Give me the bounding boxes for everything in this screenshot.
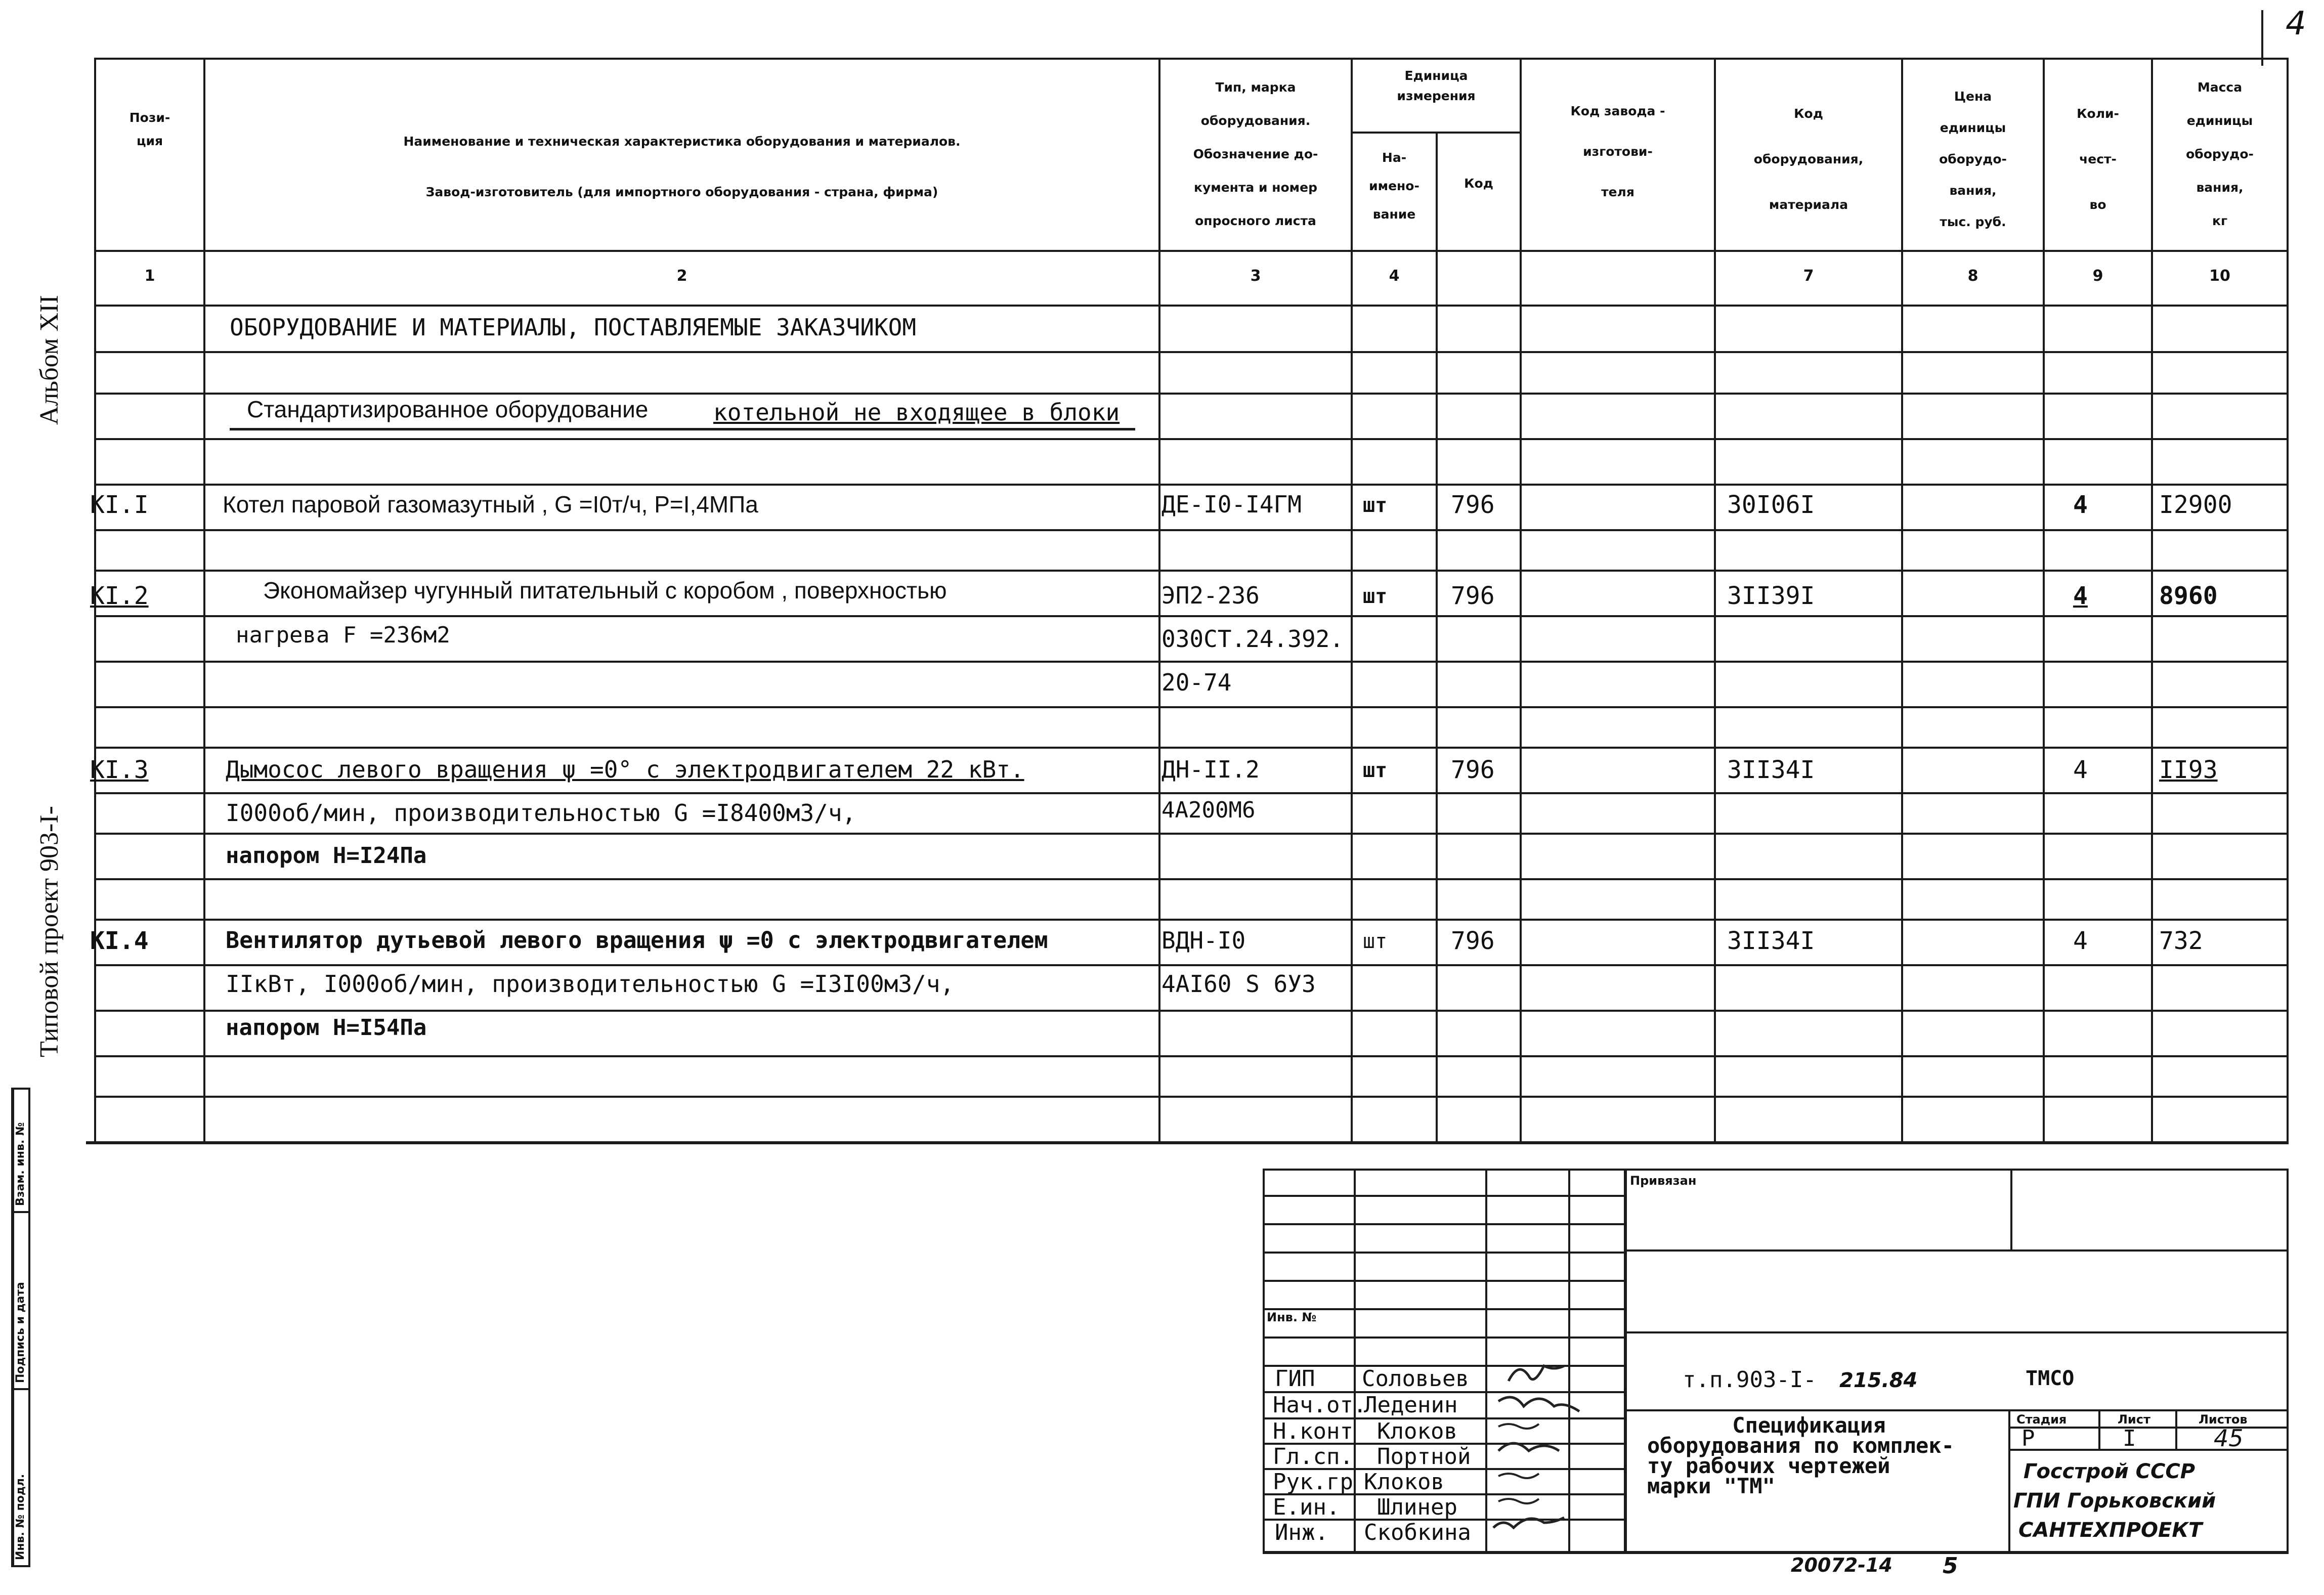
item-name: Котел паровой газомазутный , G =I0т/ч, P=I,4МПа	[223, 491, 758, 518]
project-label: Типовой проект 903-I-	[35, 806, 64, 1057]
stamp-divider	[12, 1211, 28, 1213]
section-title: ОБОРУДОВАНИЕ И МАТЕРИАЛЫ, ПОСТАВЛЯЕМЫЕ ЗАКАЗЧИКОМ	[230, 314, 917, 341]
hdr-qty: Коли- чест- во	[2077, 106, 2119, 212]
item-qty: 4	[2073, 927, 2088, 955]
tb-grid	[1263, 1337, 1626, 1339]
tb-grid	[2098, 1409, 2100, 1450]
item-type: 4А200М6	[1161, 797, 1256, 823]
colnum: 7	[1803, 267, 1814, 285]
tb-border	[2287, 1169, 2289, 1553]
row-line	[94, 393, 2289, 395]
role: Инж.	[1275, 1520, 1328, 1545]
table-bottom-border	[86, 1141, 2289, 1144]
row-line	[94, 964, 2289, 966]
header-bottom-border	[94, 250, 2289, 252]
role-name: Клоков	[1377, 1418, 1457, 1444]
item-position: KI.4	[90, 927, 149, 955]
hdr-type: Тип, марка оборудования. Обозначение до- кумента и номер опросного листа	[1193, 80, 1318, 228]
tb-grid	[1263, 1280, 1626, 1282]
item-type: 030СТ.24.392.	[1161, 625, 1344, 653]
privyazan-label: Привязан	[1630, 1174, 1697, 1188]
item-name: Дымосос левого вращения ψ =0° с электродвигателем 22 кВт.	[226, 756, 1024, 783]
sheet-label: Лист	[2118, 1412, 2150, 1427]
row-line	[94, 615, 2289, 617]
role: Н.конт	[1273, 1418, 1353, 1444]
row-line	[94, 792, 2289, 794]
signatures	[1488, 1361, 1625, 1553]
subsection-part2: котельной не входящее в блоки	[713, 399, 1120, 426]
row-line	[94, 661, 2289, 663]
item-name: напором H=I54Па	[226, 1015, 427, 1041]
unit-group-divider	[1351, 132, 1521, 134]
designation-hand: 215.84	[1839, 1369, 1918, 1392]
row-line	[94, 706, 2289, 708]
hdr-mass: Масса единицы оборудо- вания, кг	[2186, 80, 2254, 228]
side-stamp	[11, 1088, 30, 1567]
role: Нач.от.	[1273, 1392, 1367, 1418]
row-line	[94, 878, 2289, 880]
item-position: KI.3	[90, 756, 149, 784]
title-block	[1263, 1169, 2289, 1553]
item-unit-code: 796	[1451, 491, 1495, 519]
tb-grid	[1626, 1409, 2289, 1411]
item-name: I000об/мин, производительностью G =I8400м3/ч,	[226, 799, 856, 827]
row-line	[94, 833, 2289, 835]
item-code: 3II39I	[1727, 582, 1815, 610]
item-mass: II93	[2159, 756, 2218, 784]
item-code: 3II34I	[1727, 927, 1815, 955]
stamp-inv-orig: Инв. № подл.	[14, 1474, 27, 1560]
role-name: Портной	[1377, 1444, 1471, 1470]
row-line	[94, 570, 2289, 572]
colnum: 9	[2092, 267, 2103, 285]
colnum: 1	[144, 267, 155, 285]
stage-value: Р	[2021, 1426, 2035, 1451]
tb-border	[1263, 1169, 2289, 1171]
sheets-label: Листов	[2199, 1412, 2248, 1427]
tb-grid	[1626, 1249, 2289, 1252]
row-line	[94, 351, 2289, 353]
hdr-unit-group: Единица измерения	[1397, 68, 1476, 103]
tb-grid	[2008, 1409, 2010, 1553]
colnum: 8	[1967, 267, 1978, 285]
hdr-price: Цена единицы оборудо- вания, тыс. руб.	[1939, 89, 2007, 229]
item-name: IIкВт, I000об/мин, производительностью G =I3I00м3/ч,	[226, 970, 955, 998]
stamp-sign-date: Подпись и дата	[14, 1282, 27, 1383]
item-type: 20-74	[1161, 669, 1232, 696]
role: Е.ин.	[1273, 1494, 1340, 1520]
album-label: Альбом XII	[35, 295, 64, 425]
page-number: 4	[2286, 5, 2306, 42]
doc-title: Спецификация оборудования по комплек- ту рабочих чертежей марки "ТМ"	[1647, 1413, 1954, 1498]
item-mass: 732	[2159, 927, 2203, 955]
doc-mark: ТМСО	[2026, 1367, 2075, 1390]
role-name: Леденин	[1364, 1392, 1458, 1418]
item-name: Экономайзер чугунный питательный с коробом , поверхностью	[263, 577, 947, 603]
item-name: напором H=I24Па	[226, 843, 427, 869]
row-line	[94, 747, 2289, 749]
org-name: Госстрой СССР ГПИ Горьковский САНТЕХПРОЕКТ	[2013, 1460, 2216, 1542]
hdr-position: Пози- ция	[129, 110, 170, 148]
col-line	[1436, 132, 1438, 1143]
tb-grid	[1626, 1331, 2289, 1333]
item-type: ДЕ-I0-I4ГМ	[1161, 491, 1302, 518]
stamp-replace-inv: Взам. инв. №	[14, 1122, 27, 1206]
item-code: 3II34I	[1727, 756, 1815, 784]
hdr-equip-code: Код оборудования, материала	[1753, 106, 1864, 212]
col-line	[203, 58, 205, 1143]
item-qty: 4	[2073, 491, 2088, 519]
item-type: ДН-II.2	[1161, 756, 1260, 783]
item-mass: I2900	[2159, 491, 2232, 519]
item-name: нагрева F =236м2	[236, 622, 450, 648]
col-line	[2287, 58, 2289, 1143]
tb-grid	[1354, 1169, 1356, 1553]
row-line	[94, 919, 2289, 921]
tb-grid	[1263, 1308, 1626, 1310]
item-qty: 4	[2073, 756, 2088, 784]
item-unit-code: 796	[1451, 582, 1495, 610]
row-line	[94, 1010, 2289, 1012]
footer-number: 5	[1943, 1553, 1958, 1579]
tb-grid	[2175, 1409, 2177, 1450]
subsection-part1: Стандартизированное оборудование	[247, 396, 649, 422]
tb-border	[1263, 1551, 2289, 1554]
row-line	[94, 1055, 2289, 1057]
sheet-value: I	[2123, 1426, 2136, 1451]
tb-grid	[2008, 1427, 2289, 1429]
item-unit: шт	[1363, 585, 1388, 608]
row-line	[94, 484, 2289, 486]
role: Гл.сп.	[1273, 1444, 1353, 1470]
tb-grid	[1263, 1223, 1626, 1225]
hdr-unit-name: На- имено- вание	[1369, 150, 1419, 222]
col-line	[1520, 58, 1522, 1143]
tb-grid	[1625, 1169, 1627, 1553]
item-position: KI.2	[90, 582, 149, 610]
sheets-value: 45	[2214, 1425, 2244, 1452]
tb-grid	[1263, 1195, 1626, 1197]
role: Рук.гр	[1273, 1469, 1353, 1495]
hdr-name: Наименование и техническая характеристика оборудования и материалов. Завод-изготовитель (для импортного оборудования - страна, фирма)	[403, 134, 961, 199]
item-qty: 4	[2073, 582, 2088, 610]
item-unit-code: 796	[1451, 756, 1495, 784]
item-unit: шт	[1363, 494, 1388, 517]
role-name: Шлинер	[1377, 1494, 1457, 1520]
role-name: Скобкина	[1364, 1520, 1471, 1545]
hdr-maker-code: Код завода - изготови- теля	[1570, 104, 1665, 199]
row-line	[94, 438, 2289, 440]
row-line	[94, 1096, 2289, 1098]
item-unit: шт	[1363, 759, 1388, 782]
item-type: 4АI60 S 6У3	[1161, 970, 1316, 998]
colnum-bottom-border	[94, 305, 2289, 307]
item-unit: шт	[1363, 930, 1388, 953]
colnum: 4	[1389, 267, 1400, 285]
colnum: 10	[2209, 267, 2230, 285]
hdr-unit-code: Код	[1464, 176, 1493, 191]
item-code: 30I06I	[1727, 491, 1815, 519]
role-name: Клоков	[1364, 1469, 1444, 1495]
designation: т.п.903-I-	[1683, 1367, 1817, 1393]
tb-grid	[1263, 1252, 1626, 1254]
role: ГИП	[1275, 1366, 1315, 1392]
item-type: ЭП2-236	[1161, 582, 1260, 609]
item-name: Вентилятор дутьевой левого вращения ψ =0 с электродвигателем	[226, 927, 1048, 954]
table-top-border	[94, 58, 2289, 60]
item-unit-code: 796	[1451, 927, 1495, 955]
inv-no-label: Инв. №	[1267, 1310, 1317, 1324]
colnum: 3	[1250, 267, 1261, 285]
item-type: ВДН-I0	[1161, 927, 1246, 954]
role-name: Соловьев	[1362, 1366, 1469, 1392]
footer-code: 20072-14	[1791, 1554, 1892, 1576]
colnum: 2	[676, 267, 687, 285]
item-position: KI.I	[90, 491, 149, 519]
row-line	[94, 529, 2289, 531]
subsection-underline	[230, 428, 1135, 430]
stage-label: Стадия	[2016, 1412, 2067, 1427]
tb-grid	[2008, 1449, 2289, 1451]
item-mass: 8960	[2159, 582, 2218, 610]
tb-grid	[2010, 1169, 2012, 1249]
stamp-divider	[12, 1388, 28, 1390]
tb-grid	[1485, 1169, 1487, 1553]
tb-border	[1263, 1169, 1265, 1553]
